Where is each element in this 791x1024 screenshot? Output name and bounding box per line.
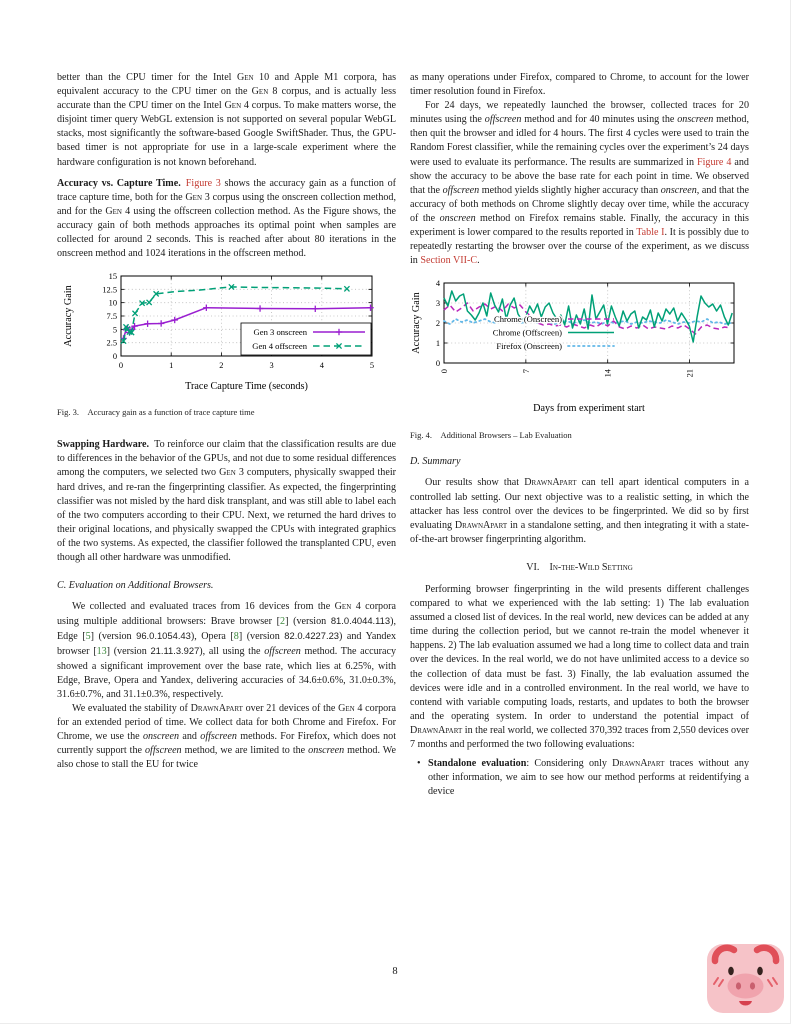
paragraph-accuracy-vs-capture-time: [57, 177, 396, 262]
text-run: 3 computers, physically swapped their hard drives, and re-ran the fingerprinting classifier. As expected, the fingerprinting classifier was not misled by the hard disk transplant, and was still able to label each of the two computers according to their CPU. Next, we returned the hard drives to their original locations, and physically swapped the CPUs with integrated graphics of the two systems. As expected, the classifier followed the transplanted CPU, even though all other hardware was unmodified.: [57, 467, 396, 563]
text-run: ), Edge [: [57, 616, 396, 643]
svg-text:4: 4: [435, 279, 440, 289]
figure-3-caption: Fig. 3. Accuracy gain as a function of trace capture time: [57, 407, 255, 418]
text-run: ] (version: [238, 631, 285, 643]
svg-text:2.5: 2.5: [106, 338, 117, 348]
pig-sticker: [705, 940, 787, 1016]
ref-link[interactable]: Table I: [636, 227, 665, 239]
svg-text:7.5: 7.5: [106, 312, 117, 322]
text-run: , and that the accuracy of both methods on Chrome slightly decay over time, while the accuracy of the: [410, 184, 750, 224]
text-run: To reinforce our claim that the classification results are due to differences in the behavior of the GPUs, and not due to some residual differences among the computers, we selected two: [57, 439, 396, 479]
text-run: Gen: [219, 467, 236, 479]
text-run: onscreen: [308, 745, 345, 757]
text-run: Our results show that: [425, 477, 525, 489]
text-run: method, then quit the browser and idled for 4 hours. The first 4 cycles were used to train the Random Forest classifier, while the remaining cycles over the experiment’s 24 days were used to evaluate its performance. The results are summarized in: [410, 114, 749, 168]
svg-text:2: 2: [435, 319, 440, 329]
citation-link[interactable]: 13: [96, 646, 107, 658]
text-run: Gen: [334, 601, 352, 613]
text-run: We collected and evaluated traces from 16 devices from the: [72, 601, 335, 613]
text-run: 96.0.1054.43: [136, 630, 191, 642]
text-run: onscreen: [142, 731, 180, 742]
svg-text:Gen 4 offscreen: Gen 4 offscreen: [252, 341, 307, 352]
text-run: Swapping Hardware.: [57, 439, 150, 451]
figure-3-chart: [57, 271, 396, 395]
svg-text:0: 0: [118, 361, 124, 371]
svg-text:10: 10: [108, 298, 117, 308]
text-run: . It is possibly due to repeatedly restarting the browser over the course of the experiment, as we discuss in: [410, 227, 749, 267]
subsection-heading-c: C. Evaluation on Additional Browsers.: [57, 580, 214, 592]
pig-snout: [728, 974, 764, 999]
svg-text:1: 1: [169, 361, 174, 371]
svg-text:15: 15: [108, 272, 117, 282]
text-run: DrawnApart: [190, 702, 243, 714]
paragraph-stability: [57, 702, 396, 772]
text-run: We evaluated the stability of: [72, 702, 191, 714]
text-run: ), Opera [: [190, 631, 234, 643]
text-run: 82.0.4227.23: [284, 630, 340, 642]
text-run: offscreen: [200, 731, 237, 742]
text-run: Gen: [338, 702, 355, 714]
text-run: DrawnApart: [524, 477, 577, 489]
paragraph-additional-browsers: [57, 600, 396, 702]
svg-text:4: 4: [319, 361, 324, 371]
text-run: Performing browser fingerprinting in the wild presents different challenges compared to what we experienced with the lab setting: 1) The lab evaluation assumed a closed list of devices. In the real world, new devices can be added at any time during the collection period, but we cannot re-train the model whenever it happens. 2) The lab evaluation assumed we had a long time to collect data and train over the devices. In the real world, we do not have unlimited access to a device so the collection of data must be fast. 3) Finally, the lab evaluation assumed the devices were idle and in a controlled environment. In the real world, we have to contend with variable computing loads, restarts, and updates to both the browser and the operating system. In order to understand the potential impact of: [410, 583, 749, 722]
text-run: 4 corpora for an extended period of time. We collect data for both Chrome and Firefox. For Chrome, we use the: [57, 702, 397, 742]
pig-eye-left: [728, 967, 734, 975]
text-run: Standalone evaluation: [428, 758, 527, 770]
text-run: offscreen: [144, 745, 182, 757]
figure-4-caption: Fig. 4. Additional Browsers – Lab Evaluation: [410, 430, 572, 441]
svg-text:0: 0: [440, 369, 449, 374]
svg-text:14: 14: [603, 369, 613, 378]
text-run: method. We also chose to stall the EU for twice: [57, 745, 396, 771]
paragraph-summary: [410, 476, 749, 546]
ref-link[interactable]: Figure 4: [697, 156, 732, 168]
text-run: .: [477, 255, 480, 267]
text-run: DrawnApart: [454, 519, 508, 531]
text-run: 81.0.4044.113: [330, 615, 391, 627]
text-run: method, we are limited to the: [181, 745, 309, 757]
text-run: offscreen: [442, 184, 480, 196]
svg-text:Accuracy Gain: Accuracy Gain: [411, 292, 422, 354]
text-run: ] (version: [106, 646, 151, 658]
paragraph-firefox-operations: [410, 71, 749, 99]
text-run: Gen: [251, 86, 269, 98]
text-run: Gen: [105, 205, 122, 217]
text-run: over 21 devices of the: [242, 702, 339, 714]
text-run: and: [179, 731, 201, 742]
paragraph-24-days: [410, 99, 749, 268]
svg-text:Chrome (Onscreen): Chrome (Onscreen): [493, 314, 562, 325]
svg-text:0: 0: [112, 352, 117, 362]
text-run: 3 corpus using the onscreen collection method, and for the: [57, 191, 396, 217]
svg-text:7: 7: [521, 369, 531, 374]
text-run: 21.11.3.927: [150, 645, 200, 657]
svg-text:Gen 3 onscreen: Gen 3 onscreen: [253, 327, 307, 338]
text-run: ] (version: [90, 631, 137, 643]
ref-link[interactable]: Section VII-C: [420, 255, 478, 267]
text-run: in the real world, we collected 370,392 traces from 2,550 devices over 7 months and performed the two following evaluations:: [410, 724, 749, 750]
text-run: offscreen: [484, 114, 522, 126]
svg-text:2: 2: [219, 361, 224, 371]
text-run: as many operations under Firefox, compared to Chrome, to account for the lower timer resolution found in Firefox.: [410, 72, 749, 98]
text-run: and show the accuracy to be above the base rate for each point in time. We observed that the: [410, 156, 749, 196]
left-column: [57, 71, 396, 772]
svg-text:3: 3: [269, 361, 274, 371]
text-run: ] (version: [285, 616, 331, 628]
text-run: In-the-Wild Setting: [549, 561, 633, 573]
text-run: ), all using the: [199, 646, 265, 658]
text-run: Gen: [224, 100, 242, 112]
svg-text:Firefox (Onscreen): Firefox (Onscreen): [496, 341, 562, 352]
text-run: onscreen: [439, 212, 476, 224]
svg-text:Trace Capture Time (seconds): Trace Capture Time (seconds): [185, 381, 308, 393]
text-run: DrawnApart: [612, 758, 665, 770]
text-run: method. The accuracy showed a significant improvement over the base rate, which lies at 6.25%, with Edge, Brave, Opera and Yandex, delivering accuracies of 34.6±0.6%, 31.0±0.3%, 31.6±0.7%, and 31.1±0.3%, respectively.: [57, 646, 397, 700]
pig-eye-right: [757, 967, 763, 975]
text-run: onscreen: [677, 114, 714, 126]
text-run: method yields slightly higher accuracy than: [479, 184, 661, 196]
section-heading-vi: [410, 561, 749, 575]
text-run: better than the CPU timer for the Intel: [57, 72, 237, 83]
text-run: DrawnApart: [410, 724, 463, 736]
text-run: offscreen: [264, 646, 301, 658]
paragraph-in-the-wild: [410, 583, 749, 752]
pig-nostril-left: [736, 982, 741, 989]
text-run: 4 using the offscreen collection method. As the Figure shows, the accuracy gain of both methods approaches its optimal point when samples are collected for around 2 seconds. This is reached after about 80 iterations in the onscreen method and 1024 iterations in the offscreen method.: [57, 205, 396, 260]
text-run: traces without any other information, we aim to see how our method performs at reidentifying a device: [428, 758, 749, 798]
svg-text:5: 5: [369, 361, 375, 371]
page-number: 8: [392, 966, 398, 977]
text-run: ) and Yandex browser [: [57, 631, 396, 658]
svg-text:Chrome (Offscreen): Chrome (Offscreen): [492, 327, 562, 338]
text-run: onscreen: [660, 184, 697, 196]
svg-text:5: 5: [112, 325, 117, 335]
svg-text:12.5: 12.5: [102, 285, 117, 295]
text-run: method on Firefox remains stable. Finally, the accuracy in this experiment is lower compared to the results reported in: [410, 212, 749, 239]
bullet-text-standalone: [428, 757, 749, 799]
citation-link[interactable]: 2: [280, 616, 286, 628]
paragraph-swapping-hardware: [57, 438, 396, 565]
svg-text:Days from experiment start: Days from experiment start: [533, 403, 645, 415]
text-run: : Considering only: [526, 758, 613, 770]
svg-text:21: 21: [685, 369, 695, 378]
paragraph-gpu-timer: [57, 71, 396, 170]
text-run: shows the accuracy gain as a function of trace capture time, both for the: [57, 177, 396, 203]
bullet-marker: •: [417, 758, 421, 770]
text-run: methods. For Firefox, which does not currently support the: [57, 731, 396, 757]
text-run: in a standalone setting, and then integrating it with a state-of-the-art browser fingerprinting algorithm.: [410, 519, 749, 545]
text-run: 4 corpora using multiple additional browsers: Brave browser [: [57, 601, 396, 628]
text-run: Gen: [185, 191, 203, 203]
ref-link[interactable]: Figure 3: [185, 177, 221, 189]
figure-4-chart: [410, 278, 749, 418]
figure-3: [57, 271, 396, 418]
text-run: 4 corpus. To make matters worse, the disjoint timer query WebGL extension is not supported on several popular WebGL stacks, most significantly the software-based Google SwiftShader. Thus, the GPU-based timer is not appropriate for use in a large-scale experiment where the hardware configuration is not known beforehand.: [57, 100, 397, 168]
svg-text:0: 0: [435, 359, 440, 369]
text-run: Gen: [236, 72, 254, 83]
figure-4: [410, 278, 749, 441]
text-run: method and for 40 minutes using the: [521, 114, 678, 126]
text-run: 10 and Apple M1 corpora, has equivalent accuracy to the CPU timer on the: [57, 72, 396, 98]
citation-link[interactable]: 5: [85, 631, 91, 643]
svg-text:Accuracy Gain: Accuracy Gain: [63, 285, 74, 347]
subsection-heading-d: D. Summary: [410, 456, 461, 468]
svg-text:3: 3: [435, 299, 440, 309]
text-run: can tell apart identical computers in a controlled lab setting. Our next objective was to a realistic setting, in which the attacker has less control over the devices to be fingerprinted. We did so by first evaluating: [410, 477, 749, 531]
svg-text:1: 1: [435, 339, 440, 349]
bullet-item-standalone: [410, 757, 749, 799]
text-run: Accuracy vs. Capture Time.: [57, 177, 181, 189]
pig-nostril-right: [750, 982, 755, 989]
text-run: 8 corpus, and is actually less accurate than the CPU timer on the Intel: [57, 86, 397, 112]
text-run: VI.: [526, 561, 550, 573]
citation-link[interactable]: 8: [233, 631, 239, 643]
right-column: [410, 71, 749, 799]
text-run: For 24 days, we repeatedly launched the browser, collected traces for 20 minutes using the: [410, 100, 749, 126]
